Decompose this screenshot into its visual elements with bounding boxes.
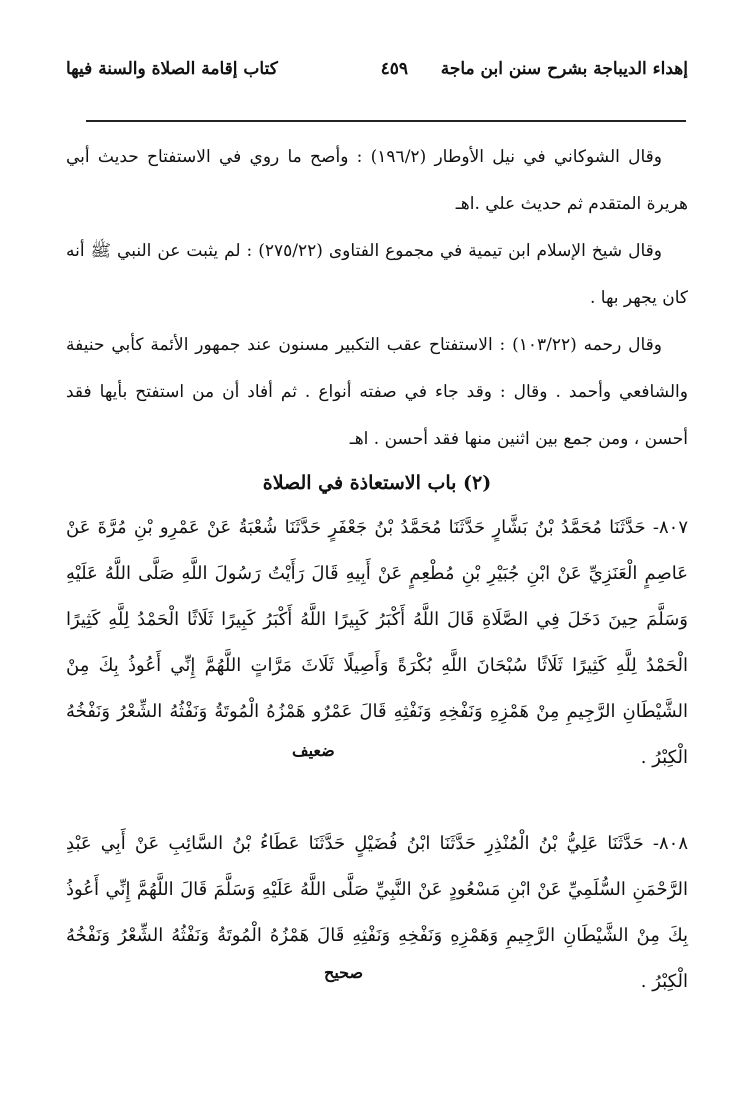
header-divider [86,120,686,122]
hadith-807-grade: ضعيف [292,741,335,760]
hadith-807-grade-row [66,741,688,821]
page-body [66,134,688,1045]
hadith-808-grade: صحيح [324,963,364,982]
running-book-title: إهداء الديباجة بشرح سنن ابن ماجة [440,59,688,79]
hadith-808-grade-row [66,963,688,1045]
hadith-807-text: ٨٠٧- حَدَّثَنَا مُحَمَّدُ بْنُ بَشَّارٍ حَدَّثَنَا مُحَمَّدُ بْنُ جَعْفَرٍ حَدَّثَنَا شُعْبَةُ عَنْ عَمْرِو بْنِ مُرَّةَ عَنْ عَاصِمٍ الْعَنَزِيِّ عَنْ ابْنِ جُبَيْرِ بْنِ مُطْعِمٍ عَنْ أَبِيهِ قَالَ رَأَيْتُ رَسُولَ اللَّهِ صَلَّى اللَّهُ عَلَيْهِ وَسَلَّمَ حِينَ دَخَلَ فِي الصَّلَاةِ قَالَ اللَّهُ أَكْبَرُ كَبِيرًا اللَّهُ أَكْبَرُ كَبِيرًا ثَلَاثًا الْحَمْدُ لِلَّهِ كَثِيرًا الْحَمْدُ لِلَّهِ كَثِيرًا ثَلَاثًا سُبْحَانَ اللَّهِ بُكْرَةً وَأَصِيلًا ثَلَاثَ مَرَّاتٍ اللَّهُمَّ إِنِّي أَعُوذُ بِكَ مِنْ الشَّيْطَانِ الرَّجِيمِ مِنْ هَمْزِهِ وَنَفْخِهِ وَنَفْثِهِ قَالَ عَمْرٌو هَمْزُهُ الْمُوتَةُ وَنَفْثُهُ الشِّعْرُ وَنَفْخُهُ الْكِبْرُ . [66,517,688,768]
commentary-ibn-taymiyya: وقال شيخ الإسلام ابن تيمية في مجموع الفتاوى (٢٧٥/٢٢) : لم يثبت عن النبي ﷺ أنه كان يجهر بها . [66,241,688,308]
page-header [66,52,688,86]
section-heading: (٢) باب الاستعاذة في الصلاة [262,472,492,494]
page-number: ٤٥٩ [380,59,408,79]
commentary-istiftah: وقال رحمه (١٠٣/٢٢) : الاستفتاح عقب التكبير مسنون عند جمهور الأئمة كأبي حنيفة والشافعي وأحمد . وقال : وقد جاء في صفته أنواع . ثم أفاد أن من استفتح بأيها فقد أحسن ، ومن جمع بين اثنين منها فقد أحسن . اهـ [66,335,688,449]
hadith-808-text: ٨٠٨- حَدَّثَنَا عَلِيُّ بْنُ الْمُنْذِرِ حَدَّثَنَا ابْنُ فُضَيْلٍ حَدَّثَنَا عَطَاءُ بْنُ السَّائِبِ عَنْ أَبِي عَبْدِ الرَّحْمَنِ السُّلَمِيِّ عَنْ ابْنِ مَسْعُودٍ عَنْ النَّبِيِّ صَلَّى اللَّهُ عَلَيْهِ وَسَلَّمَ قَالَ اللَّهُمَّ إِنِّي أَعُوذُ بِكَ مِنْ الشَّيْطَانِ الرَّجِيمِ وَهَمْزِهِ وَنَفْخِهِ وَنَفْثِهِ قَالَ هَمْزُهُ الْمُوتَةُ وَنَفْثُهُ الشِّعْرُ وَنَفْخُهُ الْكِبْرُ . [66,833,688,992]
running-chapter-title: كتاب إقامة الصلاة والسنة فيها [66,59,278,79]
commentary-shawkani: وقال الشوكاني في نيل الأوطار (١٩٦/٢) : وأصح ما روي في الاستفتاح حديث أبي هريرة المتقدم ثم حديث علي .اهـ [66,147,688,214]
